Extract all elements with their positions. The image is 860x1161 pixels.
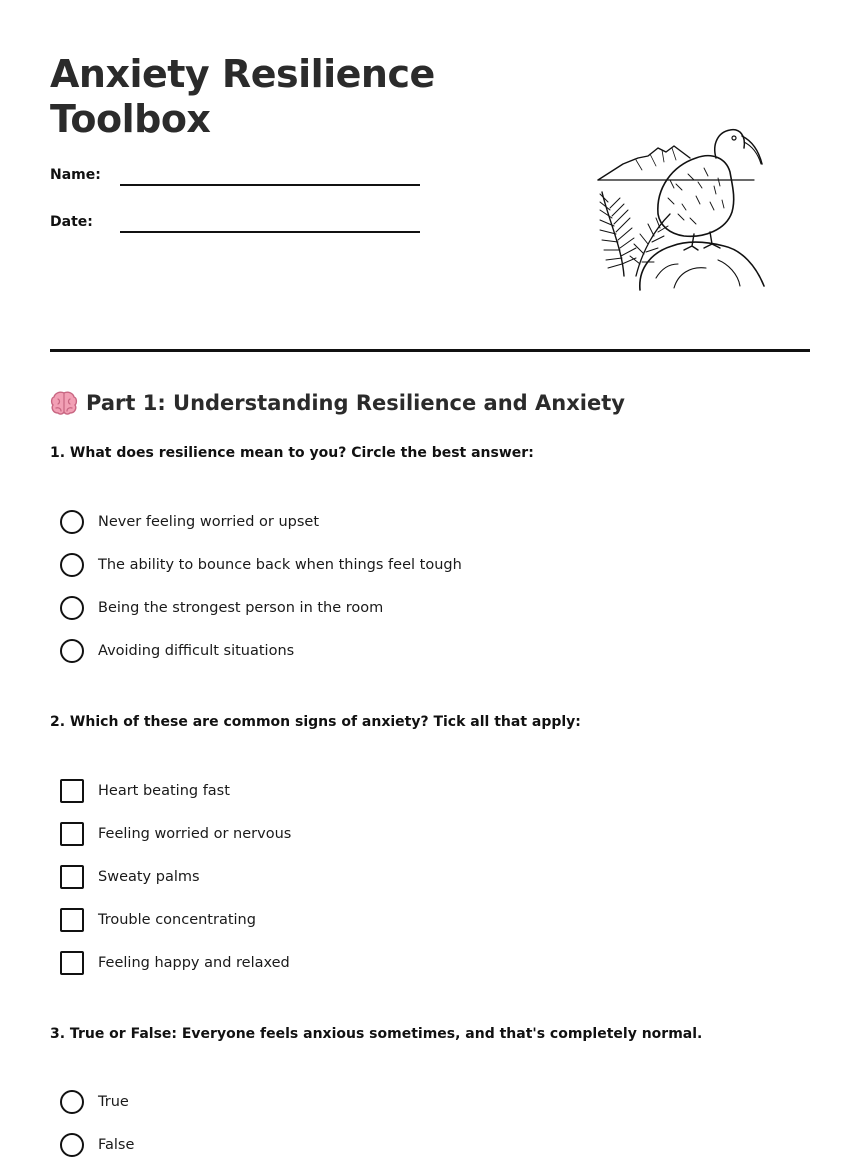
option-label: The ability to bounce back when things feel tough — [98, 557, 462, 573]
section-divider — [50, 349, 810, 352]
radio-circle[interactable] — [60, 1133, 84, 1157]
radio-circle[interactable] — [60, 1090, 84, 1114]
radio-circle[interactable] — [60, 596, 84, 620]
q2-option-3[interactable] — [60, 864, 200, 890]
part1-heading — [50, 390, 625, 416]
option-label: True — [98, 1094, 129, 1110]
part1-title: Part 1: Understanding Resilience and Anxiety — [86, 391, 625, 415]
name-line[interactable] — [120, 184, 420, 186]
q1-option-3[interactable] — [60, 595, 383, 621]
option-label: Trouble concentrating — [98, 912, 256, 928]
kiwi-illustration — [578, 118, 774, 296]
radio-circle[interactable] — [60, 510, 84, 534]
question-3: 3. True or False: Everyone feels anxious sometimes, and that's completely normal. — [50, 1026, 703, 1042]
q1-option-2[interactable] — [60, 552, 462, 578]
q2-option-4[interactable] — [60, 907, 256, 933]
q1-option-4[interactable] — [60, 638, 294, 664]
radio-circle[interactable] — [60, 639, 84, 663]
q2-option-2[interactable] — [60, 821, 291, 847]
q1-option-1[interactable] — [60, 509, 319, 535]
option-label: Feeling worried or nervous — [98, 826, 292, 842]
checkbox[interactable] — [60, 951, 84, 975]
option-label: Heart beating fast — [98, 783, 230, 799]
q2-option-5[interactable] — [60, 950, 290, 976]
kiwi-head — [715, 130, 745, 158]
q3-option-true[interactable] — [60, 1089, 129, 1115]
mountain-outline — [598, 146, 690, 180]
question-1: 1. What does resilience mean to you? Circle the best answer: — [50, 445, 534, 461]
title-line-1: Anxiety Resilience — [50, 52, 435, 96]
option-label: Being the strongest person in the room — [98, 600, 384, 616]
brain-icon — [50, 390, 78, 416]
question-2: 2. Which of these are common signs of anxiety? Tick all that apply: — [50, 714, 581, 730]
checkbox[interactable] — [60, 822, 84, 846]
worksheet-title — [50, 52, 470, 142]
date-line[interactable] — [120, 231, 420, 233]
name-field[interactable] — [50, 161, 422, 191]
date-label: Date: — [50, 214, 93, 230]
option-label: Never feeling worried or upset — [98, 514, 320, 530]
option-label: Sweaty palms — [98, 869, 200, 885]
rock-outline — [640, 242, 764, 290]
checkbox[interactable] — [60, 779, 84, 803]
checkbox[interactable] — [60, 865, 84, 889]
checkbox[interactable] — [60, 908, 84, 932]
title-line-2: Toolbox — [50, 97, 211, 141]
name-label: Name: — [50, 167, 101, 183]
option-label: False — [98, 1137, 135, 1153]
radio-circle[interactable] — [60, 553, 84, 577]
option-label: Avoiding difficult situations — [98, 643, 295, 659]
kiwi-beak — [742, 136, 762, 164]
option-label: Feeling happy and relaxed — [98, 955, 290, 971]
q3-option-false[interactable] — [60, 1132, 134, 1158]
date-field[interactable] — [50, 208, 422, 238]
q2-option-1[interactable] — [60, 778, 230, 804]
